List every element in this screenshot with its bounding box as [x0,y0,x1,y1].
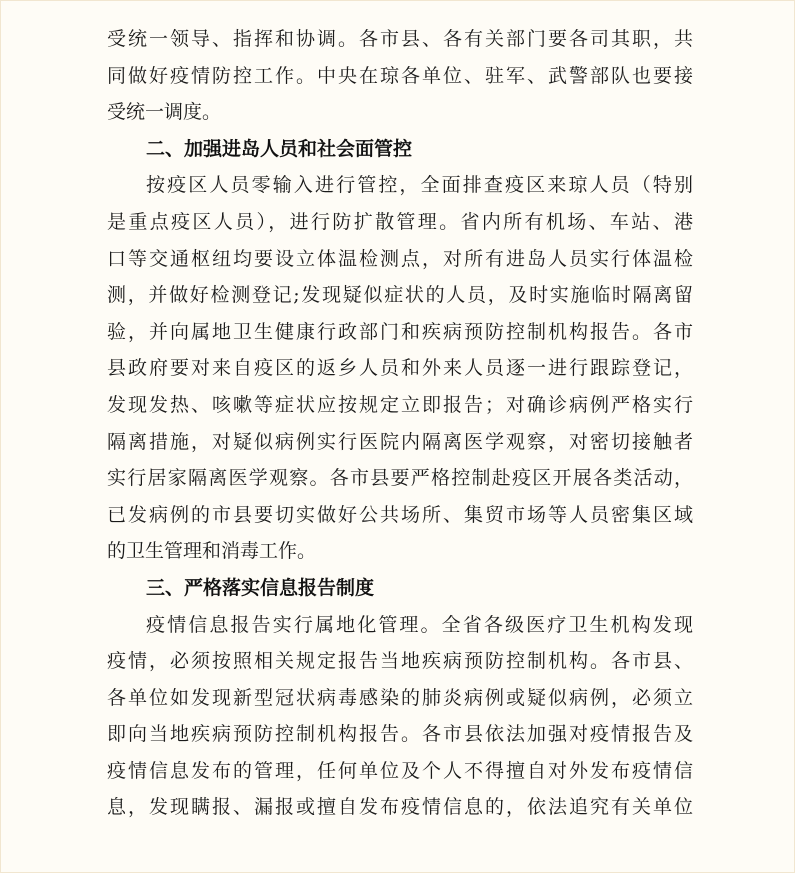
text-line: 发现发热、咳嗽等症状应按规定立即报告；对确诊病例严格实行 [107,393,693,416]
text-line: 验，并向属地卫生健康行政部门和疾病预防控制机构报告。各市 [107,320,693,343]
text-line: 疫情信息报告实行属地化管理。全省各级医疗卫生机构发现 [146,613,693,636]
text-line: 疫情信息发布的管理，任何单位及个人不得擅自对外发布疫情信 [107,759,693,782]
text-line: 同做好疫情防控工作。中央在琼各单位、驻军、武警部队也要接 [107,64,693,87]
section-heading-2: 二、加强进岛人员和社会面管控 [146,137,413,160]
text-line: 已发病例的市县要切实做好公共场所、集贸市场等人员密集区域 [107,503,693,526]
text-line: 测，并做好检测登记;发现疑似症状的人员，及时实施临时隔离留 [107,284,693,307]
text-line: 的卫生管理和消毒工作。 [107,540,317,563]
text-line: 是重点疫区人员），进行防扩散管理。省内所有机场、车站、港 [107,210,693,233]
text-line: 口等交通枢纽均要设立体温检测点，对所有进岛人员实行体温检 [107,247,693,270]
text-line: 隔离措施，对疑似病例实行医院内隔离医学观察，对密切接触者 [107,430,693,453]
text-line: 受统一领导、指挥和协调。各市县、各有关部门要各司其职，共 [107,28,693,50]
text-line: 受统一调度。 [107,101,222,124]
document-body [107,21,693,826]
text-line: 实行居家隔离医学观察。各市县要严格控制赴疫区开展各类活动， [107,467,693,490]
text-line: 各单位如发现新型冠状病毒感染的肺炎病例或疑似病例，必须立 [107,686,693,709]
text-line: 即向当地疾病预防控制机构报告。各市县依法加强对疫情报告及 [107,723,693,746]
section-heading-3: 三、严格落实信息报告制度 [146,576,375,599]
text-line: 疫情，必须按照相关规定报告当地疾病预防控制机构。各市县、 [107,650,693,673]
text-line: 县政府要对来自疫区的返乡人员和外来人员逐一进行跟踪登记， [107,357,693,380]
text-line: 按疫区人员零输入进行管控，全面排查疫区来琼人员（特别 [146,174,693,197]
text-line: 息，发现瞒报、漏报或擅自发布疫情信息的，依法追究有关单位 [107,796,693,819]
